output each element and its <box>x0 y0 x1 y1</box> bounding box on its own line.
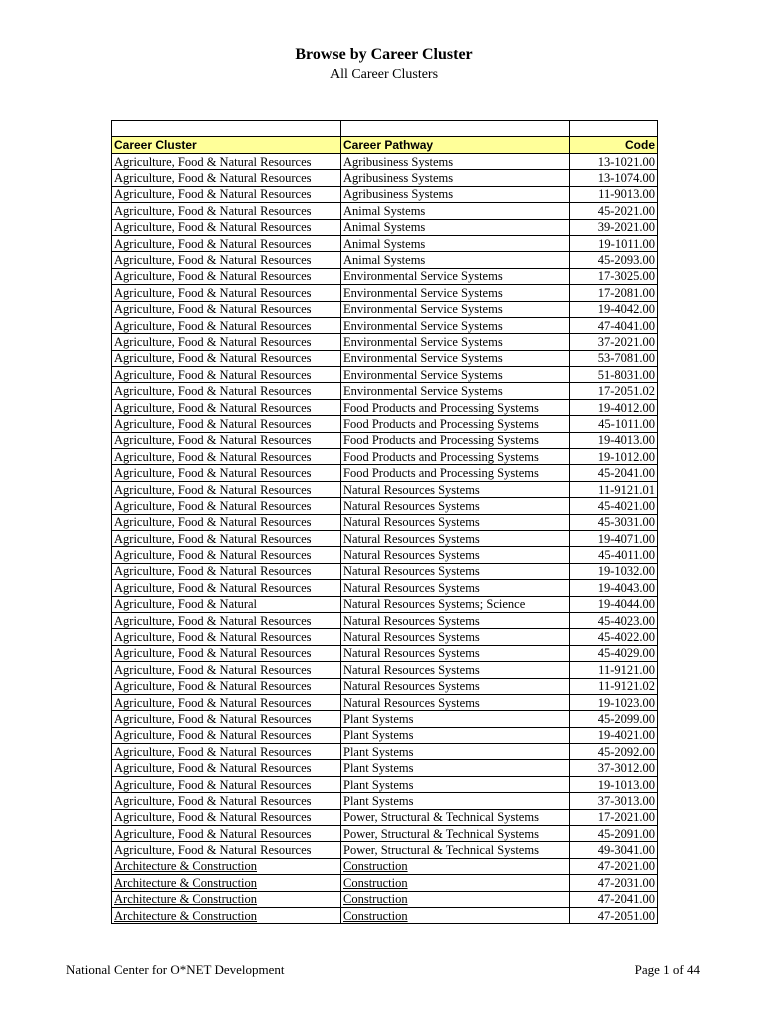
page-title: Browse by Career Cluster <box>295 46 473 63</box>
cell-career-pathway: Environmental Service Systems <box>341 301 570 317</box>
table-row <box>112 727 658 743</box>
table-row <box>112 645 658 661</box>
table-row <box>112 842 658 858</box>
cell-code: 19-1011.00 <box>570 235 658 251</box>
cell-code: 17-2051.02 <box>570 383 658 399</box>
cell-career-pathway: Food Products and Processing Systems <box>341 432 570 448</box>
cell-career-pathway: Natural Resources Systems <box>341 530 570 546</box>
cell-code: 47-4041.00 <box>570 317 658 333</box>
cell-career-cluster: Architecture & Construction <box>112 891 341 907</box>
cell-career-pathway: Agribusiness Systems <box>341 170 570 186</box>
cell-career-pathway: Natural Resources Systems <box>341 498 570 514</box>
cell-career-pathway: Natural Resources Systems <box>341 563 570 579</box>
cell-career-pathway: Natural Resources Systems <box>341 481 570 497</box>
table-row <box>112 694 658 710</box>
cell-career-cluster: Agriculture, Food & Natural Resources <box>112 465 341 481</box>
cell-career-cluster: Agriculture, Food & Natural Resources <box>112 629 341 645</box>
cell-career-cluster: Agriculture, Food & Natural Resources <box>112 678 341 694</box>
cell-career-cluster: Agriculture, Food & Natural Resources <box>112 694 341 710</box>
cell-career-cluster: Agriculture, Food & Natural Resources <box>112 580 341 596</box>
cell-code: 19-4021.00 <box>570 727 658 743</box>
cell-career-pathway: Animal Systems <box>341 219 570 235</box>
cell-career-cluster: Agriculture, Food & Natural Resources <box>112 235 341 251</box>
cell-career-pathway: Natural Resources Systems; Science <box>341 596 570 612</box>
table-row <box>112 678 658 694</box>
cell-code: 51-8031.00 <box>570 367 658 383</box>
table-row <box>112 793 658 809</box>
table-row <box>112 891 658 907</box>
cell-code: 19-4043.00 <box>570 580 658 596</box>
table-row <box>112 711 658 727</box>
cell-career-pathway: Construction <box>341 858 570 874</box>
cell-code: 19-1013.00 <box>570 776 658 792</box>
cell-code: 17-2021.00 <box>570 809 658 825</box>
cell-career-pathway: Natural Resources Systems <box>341 645 570 661</box>
cell-code: 37-3012.00 <box>570 760 658 776</box>
cell-code: 45-4029.00 <box>570 645 658 661</box>
cell-code: 47-2041.00 <box>570 891 658 907</box>
cell-career-cluster: Agriculture, Food & Natural Resources <box>112 383 341 399</box>
table-row <box>112 744 658 760</box>
table-row <box>112 350 658 366</box>
cell-code: 45-4011.00 <box>570 547 658 563</box>
cell-career-pathway: Agribusiness Systems <box>341 154 570 170</box>
cell-career-pathway: Construction <box>341 891 570 907</box>
cell-career-cluster: Agriculture, Food & Natural Resources <box>112 530 341 546</box>
table-row <box>112 154 658 170</box>
table-row <box>112 809 658 825</box>
cell-code: 45-2091.00 <box>570 826 658 842</box>
cell-career-pathway: Natural Resources Systems <box>341 514 570 530</box>
cell-code: 45-2099.00 <box>570 711 658 727</box>
cell-career-cluster: Agriculture, Food & Natural Resources <box>112 367 341 383</box>
cell-code: 53-7081.00 <box>570 350 658 366</box>
cell-career-pathway: Natural Resources Systems <box>341 678 570 694</box>
blank-cell <box>570 121 658 137</box>
cell-career-cluster: Agriculture, Food & Natural Resources <box>112 547 341 563</box>
cell-career-pathway: Natural Resources Systems <box>341 612 570 628</box>
table-row <box>112 203 658 219</box>
cell-career-cluster: Agriculture, Food & Natural Resources <box>112 711 341 727</box>
cell-career-pathway: Power, Structural & Technical Systems <box>341 826 570 842</box>
cell-career-cluster: Agriculture, Food & Natural Resources <box>112 481 341 497</box>
table-row <box>112 170 658 186</box>
cell-career-cluster: Agriculture, Food & Natural Resources <box>112 662 341 678</box>
cell-code: 19-4071.00 <box>570 530 658 546</box>
cell-career-cluster: Agriculture, Food & Natural Resources <box>112 809 341 825</box>
cell-career-pathway: Plant Systems <box>341 711 570 727</box>
cell-career-cluster: Agriculture, Food & Natural Resources <box>112 744 341 760</box>
cell-career-cluster: Agriculture, Food & Natural Resources <box>112 285 341 301</box>
cell-career-cluster: Agriculture, Food & Natural Resources <box>112 186 341 202</box>
table-row <box>112 383 658 399</box>
cell-career-cluster: Agriculture, Food & Natural Resources <box>112 760 341 776</box>
cell-career-pathway: Animal Systems <box>341 203 570 219</box>
cell-career-pathway: Environmental Service Systems <box>341 367 570 383</box>
cell-career-pathway: Environmental Service Systems <box>341 350 570 366</box>
cell-career-cluster: Agriculture, Food & Natural Resources <box>112 432 341 448</box>
cell-career-pathway: Natural Resources Systems <box>341 662 570 678</box>
table-row <box>112 629 658 645</box>
cell-career-pathway: Natural Resources Systems <box>341 547 570 563</box>
blank-row <box>112 121 658 137</box>
cell-career-cluster: Architecture & Construction <box>112 907 341 923</box>
table-row <box>112 334 658 350</box>
blank-cell <box>341 121 570 137</box>
cell-code: 45-3031.00 <box>570 514 658 530</box>
table-row <box>112 826 658 842</box>
cell-code: 45-2021.00 <box>570 203 658 219</box>
cell-career-cluster: Agriculture, Food & Natural Resources <box>112 645 341 661</box>
cell-career-pathway: Natural Resources Systems <box>341 694 570 710</box>
cell-code: 11-9121.00 <box>570 662 658 678</box>
cell-code: 39-2021.00 <box>570 219 658 235</box>
cell-career-pathway: Environmental Service Systems <box>341 383 570 399</box>
cell-code: 45-4021.00 <box>570 498 658 514</box>
table-row <box>112 465 658 481</box>
column-header-career-cluster[interactable]: Career Cluster <box>112 137 341 154</box>
cell-career-pathway: Food Products and Processing Systems <box>341 449 570 465</box>
column-header-career-pathway[interactable]: Career Pathway <box>341 137 570 154</box>
cell-career-cluster: Agriculture, Food & Natural Resources <box>112 170 341 186</box>
cell-code: 45-2041.00 <box>570 465 658 481</box>
cell-code: 19-4044.00 <box>570 596 658 612</box>
cell-career-pathway: Animal Systems <box>341 252 570 268</box>
cell-career-cluster: Agriculture, Food & Natural <box>112 596 341 612</box>
cell-code: 47-2021.00 <box>570 858 658 874</box>
cell-code: 45-2093.00 <box>570 252 658 268</box>
cell-career-pathway: Agribusiness Systems <box>341 186 570 202</box>
cell-code: 37-2021.00 <box>570 334 658 350</box>
cell-career-pathway: Construction <box>341 875 570 891</box>
cell-code: 47-2031.00 <box>570 875 658 891</box>
cell-career-cluster: Agriculture, Food & Natural Resources <box>112 252 341 268</box>
cell-career-pathway: Plant Systems <box>341 760 570 776</box>
table-row <box>112 285 658 301</box>
table-row <box>112 416 658 432</box>
cell-career-cluster: Agriculture, Food & Natural Resources <box>112 154 341 170</box>
cell-career-pathway: Construction <box>341 907 570 923</box>
cell-career-cluster: Architecture & Construction <box>112 875 341 891</box>
table-row <box>112 252 658 268</box>
cell-career-cluster: Architecture & Construction <box>112 858 341 874</box>
cell-career-cluster: Agriculture, Food & Natural Resources <box>112 301 341 317</box>
cell-code: 11-9121.01 <box>570 481 658 497</box>
cell-career-pathway: Environmental Service Systems <box>341 285 570 301</box>
page-subtitle: All Career Clusters <box>329 67 439 82</box>
cell-career-cluster: Agriculture, Food & Natural Resources <box>112 219 341 235</box>
cell-career-pathway: Food Products and Processing Systems <box>341 416 570 432</box>
table-row <box>112 432 658 448</box>
cell-career-cluster: Agriculture, Food & Natural Resources <box>112 317 341 333</box>
cell-code: 45-4022.00 <box>570 629 658 645</box>
cell-career-cluster: Agriculture, Food & Natural Resources <box>112 449 341 465</box>
career-cluster-table <box>111 120 658 924</box>
cell-code: 19-1023.00 <box>570 694 658 710</box>
cell-career-cluster: Agriculture, Food & Natural Resources <box>112 334 341 350</box>
cell-career-cluster: Agriculture, Food & Natural Resources <box>112 826 341 842</box>
cell-code: 49-3041.00 <box>570 842 658 858</box>
cell-career-cluster: Agriculture, Food & Natural Resources <box>112 727 341 743</box>
cell-code: 19-1032.00 <box>570 563 658 579</box>
cell-career-cluster: Agriculture, Food & Natural Resources <box>112 268 341 284</box>
cell-code: 19-4013.00 <box>570 432 658 448</box>
table-row <box>112 367 658 383</box>
table-row <box>112 612 658 628</box>
cell-career-cluster: Agriculture, Food & Natural Resources <box>112 793 341 809</box>
cell-code: 17-3025.00 <box>570 268 658 284</box>
cell-career-cluster: Agriculture, Food & Natural Resources <box>112 203 341 219</box>
cell-code: 13-1021.00 <box>570 154 658 170</box>
cell-career-pathway: Plant Systems <box>341 744 570 760</box>
table-row <box>112 858 658 874</box>
table-row <box>112 760 658 776</box>
cell-code: 19-1012.00 <box>570 449 658 465</box>
cell-career-pathway: Food Products and Processing Systems <box>341 465 570 481</box>
table-row <box>112 449 658 465</box>
cell-career-cluster: Agriculture, Food & Natural Resources <box>112 498 341 514</box>
table-row <box>112 563 658 579</box>
cell-career-cluster: Agriculture, Food & Natural Resources <box>112 776 341 792</box>
table-row <box>112 530 658 546</box>
cell-code: 47-2051.00 <box>570 907 658 923</box>
cell-career-pathway: Power, Structural & Technical Systems <box>341 809 570 825</box>
cell-career-cluster: Agriculture, Food & Natural Resources <box>112 842 341 858</box>
cell-code: 17-2081.00 <box>570 285 658 301</box>
cell-career-cluster: Agriculture, Food & Natural Resources <box>112 612 341 628</box>
cell-code: 45-2092.00 <box>570 744 658 760</box>
column-header-code[interactable]: Code <box>570 137 658 154</box>
table-row <box>112 481 658 497</box>
table-row <box>112 514 658 530</box>
cell-career-cluster: Agriculture, Food & Natural Resources <box>112 514 341 530</box>
cell-code: 45-1011.00 <box>570 416 658 432</box>
cell-career-pathway: Environmental Service Systems <box>341 268 570 284</box>
table-row <box>112 875 658 891</box>
cell-career-pathway: Environmental Service Systems <box>341 334 570 350</box>
table-row <box>112 301 658 317</box>
cell-career-pathway: Plant Systems <box>341 776 570 792</box>
table-row <box>112 776 658 792</box>
table-row <box>112 317 658 333</box>
cell-career-pathway: Food Products and Processing Systems <box>341 399 570 415</box>
table-row <box>112 662 658 678</box>
cell-code: 19-4012.00 <box>570 399 658 415</box>
table-row <box>112 186 658 202</box>
table-row <box>112 268 658 284</box>
cell-career-pathway: Animal Systems <box>341 235 570 251</box>
cell-career-cluster: Agriculture, Food & Natural Resources <box>112 350 341 366</box>
cell-code: 19-4042.00 <box>570 301 658 317</box>
table-row <box>112 596 658 612</box>
cell-career-pathway: Plant Systems <box>341 793 570 809</box>
table-row <box>112 399 658 415</box>
cell-career-cluster: Agriculture, Food & Natural Resources <box>112 399 341 415</box>
cell-code: 11-9121.02 <box>570 678 658 694</box>
cell-career-cluster: Agriculture, Food & Natural Resources <box>112 563 341 579</box>
blank-cell <box>112 121 341 137</box>
table-row <box>112 547 658 563</box>
cell-code: 37-3013.00 <box>570 793 658 809</box>
table-row <box>112 219 658 235</box>
table-row <box>112 907 658 923</box>
cell-career-pathway: Plant Systems <box>341 727 570 743</box>
cell-code: 13-1074.00 <box>570 170 658 186</box>
cell-code: 45-4023.00 <box>570 612 658 628</box>
cell-career-pathway: Environmental Service Systems <box>341 317 570 333</box>
cell-code: 11-9013.00 <box>570 186 658 202</box>
table-row <box>112 498 658 514</box>
cell-career-pathway: Natural Resources Systems <box>341 629 570 645</box>
footer-page-number: Page 1 of 44 <box>634 962 700 977</box>
cell-career-pathway: Natural Resources Systems <box>341 580 570 596</box>
table-row <box>112 580 658 596</box>
footer-organization: National Center for O*NET Development <box>66 962 285 977</box>
cell-career-cluster: Agriculture, Food & Natural Resources <box>112 416 341 432</box>
cell-career-pathway: Power, Structural & Technical Systems <box>341 842 570 858</box>
header-row <box>112 137 658 154</box>
table-row <box>112 235 658 251</box>
